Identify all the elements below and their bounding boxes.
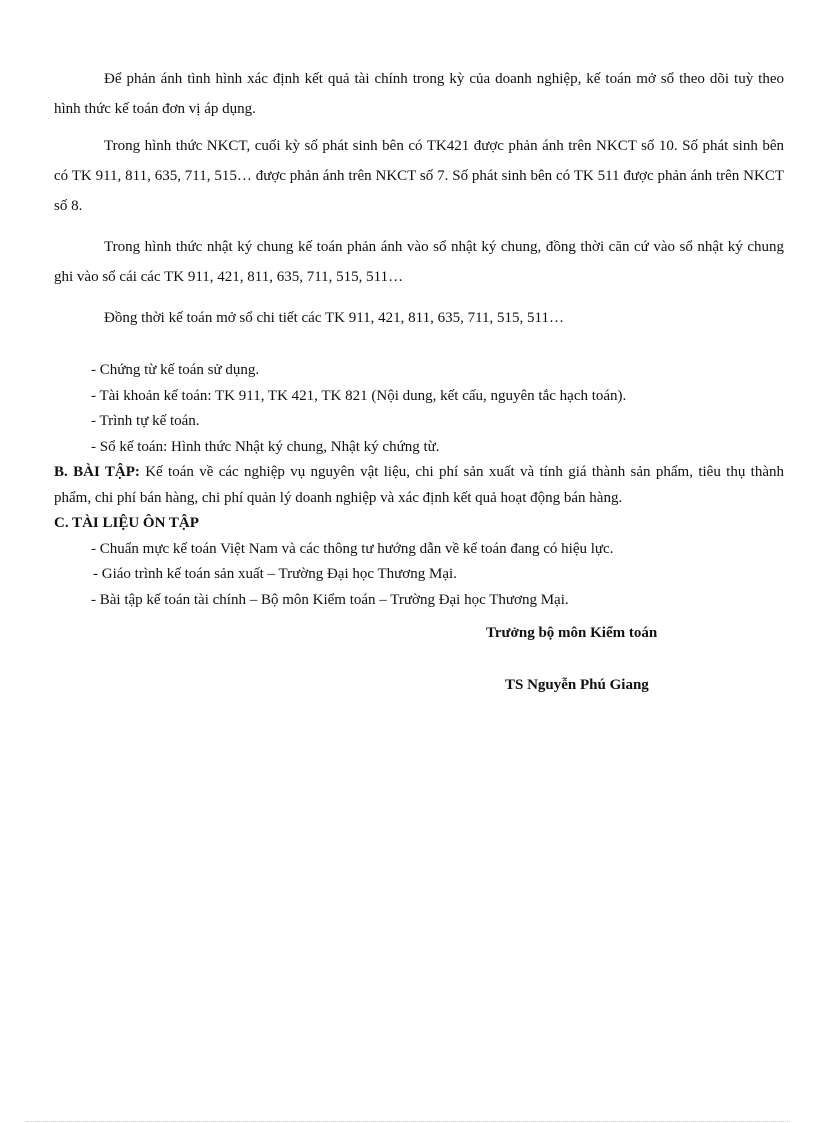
section-b [54,460,784,511]
list-item: - Sổ kế toán: Hình thức Nhật ký chung, Nhật ký chứng từ. [91,438,440,455]
list-item: - Giáo trình kế toán sản xuất – Trường Đại học Thương Mại. [93,566,457,582]
paragraph-3: Trong hình thức nhật ký chung kế toán phản ánh vào sổ nhật ký chung, đồng thời căn cứ vào sổ nhật ký chung ghi vào sổ cái các TK 911, 421, 811, 635, 711, 515, 511… [54,239,784,285]
document-body [54,64,784,613]
list-item: - Chuẩn mực kế toán Việt Nam và các thông tư hướng dẫn về kế toán đang có hiệu lực. [91,540,614,557]
section-b-text: Kế toán về các nghiệp vụ nguyên vật liệu, chi phí sản xuất và tính giá thành sản phẩm, tiêu thụ thành phẩm, chi phí bán hàng, chi phí quản lý doanh nghiệp và xác định kết quả hoạt động bán hàng. [54,464,785,506]
signature-name: TS Nguyễn Phú Giang [505,677,649,693]
list-item: - Bài tập kế toán tài chính – Bộ môn Kiểm toán – Trường Đại học Thương Mại. [91,591,569,608]
content-list [54,358,784,460]
section-c-heading: C. TÀI LIỆU ÔN TẬP [54,515,199,531]
paragraph-2: Trong hình thức NKCT, cuối kỳ số phát sinh bên có TK421 được phản ánh trên NKCT số 10. Số phát sinh bên có TK 911, 811, 635, 711, 515… được phản ánh trên NKCT số 7. Số phát sinh bên có TK 511 được phản ánh trên NKCT số 8. [54,138,784,214]
reference-list [54,537,784,614]
paragraph-4: Đồng thời kế toán mở sổ chi tiết các TK 911, 421, 811, 635, 711, 515, 511… [104,310,564,326]
page-bottom-divider [26,1121,790,1122]
section-b-heading: B. BÀI TẬP: [54,464,140,480]
paragraph-1: Để phản ánh tình hình xác định kết quả tài chính trong kỳ của doanh nghiệp, kế toán mở sổ theo dõi tuỳ theo hình thức kế toán đơn vị áp dụng. [54,71,784,117]
signature-role: Trưởng bộ môn Kiểm toán [486,625,658,641]
list-item: - Chứng từ kế toán sử dụng. [91,362,260,378]
list-item: - Trình tự kế toán. [91,413,200,429]
list-item: - Tài khoản kế toán: TK 911, TK 421, TK 821 (Nội dung, kết cấu, nguyên tắc hạch toán). [91,387,627,404]
spacer [54,344,784,358]
section-c [54,511,784,537]
